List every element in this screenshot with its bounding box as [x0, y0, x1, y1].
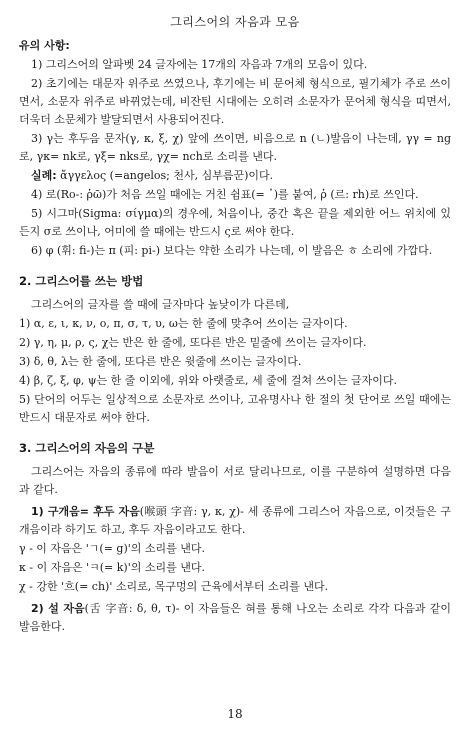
notes-heading: 유의 사항: — [19, 39, 70, 52]
example-label: 실례: — [31, 169, 57, 182]
lingual-text: (舌 字音: δ, θ, τ)- 이 자음들은 혀를 통해 나오는 소리로 각각 다음과 같이 발음한다. — [19, 602, 452, 633]
palatal-title: 1) 구개음= 후두 자음 — [31, 505, 140, 518]
note-item-4: 4) 로(Ro-: ῥῶ)가 처음 쓰일 때에는 거친 쉼표(= ῾)를 붙여, ῥ (르: rh)로 쓰인다. — [31, 188, 419, 201]
section-3-intro: 그리스어는 자음의 종류에 따라 발음이 서로 달리나므로, 이를 구분하여 설명하면 다음과 같다. — [19, 465, 451, 496]
section-2-item-4: 4) β, ζ, ξ, φ, ψ는 한 줄 이외에, 위와 아랫줄로, 세 줄에 걸쳐 쓰이는 글자이다. — [19, 374, 397, 387]
example-text: ἄγγελος (=angelos; 천사, 심부름꾼)이다. — [60, 169, 274, 182]
section-3-title: 3. 그리스어의 자음의 구분 — [19, 441, 155, 455]
palatal-text: (喉頭 字音: γ, κ, χ)- 세 종류에 그리스어 자음으로, 이것들은 구개음이라 하기도 하고, 후두 자음이라고도 한다. — [19, 505, 451, 536]
page-number: 18 — [227, 707, 243, 721]
note-example — [19, 167, 451, 185]
running-head: 그리스어의 자음과 모음 — [170, 15, 300, 29]
page-body — [19, 37, 451, 637]
note-item-6: 6) φ (휘: fi-)는 π (피: pi-) 보다는 약한 소리가 나는데, 이 발음은 ㅎ 소리에 가깝다. — [31, 244, 433, 257]
section-2-title: 2. 그리스어를 쓰는 방법 — [19, 274, 144, 288]
note-item-3: 3) γ는 후두음 문자(γ, κ, ξ, χ) 앞에 쓰이면, 비음으로 n (ㄴ)발음이 나는데, γγ = ng로, γκ= nk로, γξ= nks로, γχ= nch로 소리를 낸다. — [19, 132, 451, 163]
section-2-item-2: 2) γ, η, μ, ρ, ς, χ는 반은 한 줄에, 또다른 반은 밑줄에 쓰이는 글자이다. — [19, 336, 367, 349]
section-2-item-5: 5) 단어의 어두는 일상적으로 소문자로 쓰이나, 고유명사나 한 절의 첫 단어로 쓰일 때에는 반드시 대문자로 써야 한다. — [19, 393, 451, 424]
note-item-2: 2) 초기에는 대문자 위주로 쓰였으나, 후기에는 비 문어체 형식으로, 필기체가 주로 쓰이면서, 소문자 위주로 바뀌었는데, 비잔틴 시대에는 오히려 소문자가 문어체 형식을 띠면서, 더욱더 소문체가 발달되면서 사용되어진다. — [19, 77, 451, 126]
note-item-5: 5) 시그마(Sigma: σίγμα)의 경우에, 처음이나, 중간 혹은 끝을 제외한 어느 위치에 있든지 σ로 쓰이나, 어미에 쓸 때에는 반드시 ς로 써야 한다. — [19, 207, 451, 238]
palatal-item-chi: χ - 강한 '흐(= ch)' 소리로, 목구멍의 근육에서부터 소리를 낸다. — [19, 580, 329, 593]
palatal-item-kappa: κ - 이 자음은 'ㅋ(= k)'의 소리를 낸다. — [19, 561, 205, 574]
palatal-item-gamma: γ - 이 자음은 'ㄱ(= g)'의 소리를 낸다. — [19, 542, 206, 555]
palatal-paragraph — [19, 503, 451, 539]
lingual-title: 2) 설 자음 — [31, 602, 85, 615]
section-2-item-1: 1) α, ε, ι, κ, ν, ο, π, σ, τ, υ, ω는 한 줄에 맞추어 쓰이는 글자이다. — [19, 317, 348, 330]
lingual-paragraph — [19, 600, 451, 636]
section-2-item-3: 3) δ, θ, λ는 한 줄에, 또다른 반은 윗줄에 쓰이는 글자이다. — [19, 355, 302, 368]
note-item-1: 1) 그리스어의 알파벳 24 글자에는 17개의 자음과 7개의 모음이 있다. — [31, 58, 368, 71]
section-2-intro: 그리스어의 글자를 쓸 때에 글자마다 높낮이가 다른데, — [31, 298, 290, 311]
